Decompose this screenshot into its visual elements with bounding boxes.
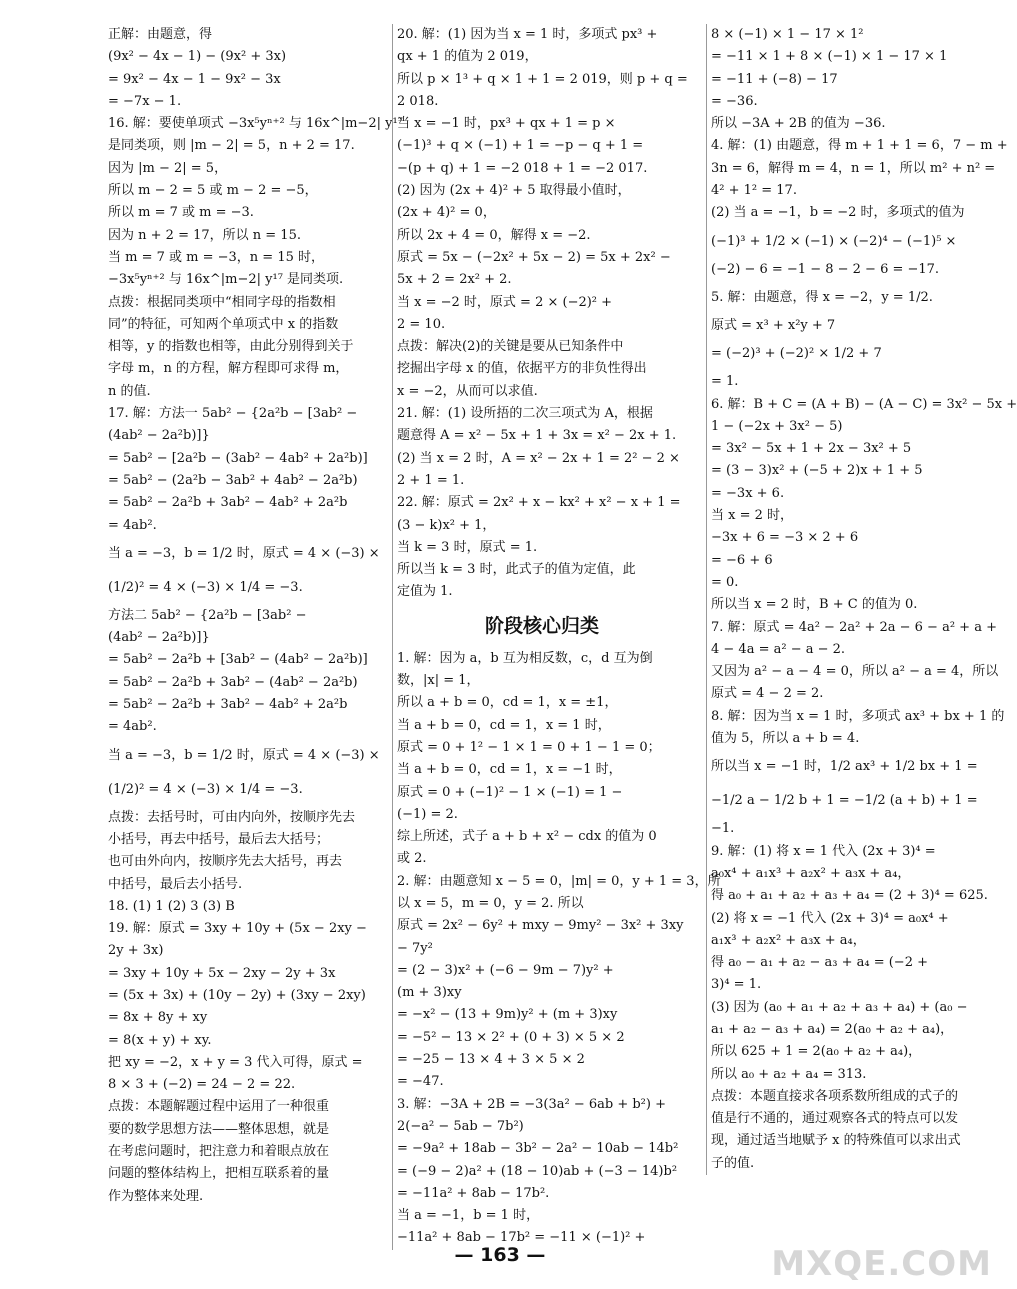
col3-line: 原式 = x³ + x²y + 7 xyxy=(711,317,836,333)
col3-line: 3)⁴ = 1. xyxy=(711,977,762,993)
col1-line: = −7x − 1. xyxy=(108,93,182,109)
col2-line: 原式 = 2x² − 6y² + mxy − 9my² − 3x² + 3xy xyxy=(397,918,684,934)
col1-line: 2y + 3x) xyxy=(108,943,164,959)
col3-line: 8. 解：因为当 x = 1 时，多项式 ax³ + bx + 1 的 xyxy=(711,708,1005,724)
col1-line: (9x² − 4x − 1) − (9x² + 3x) xyxy=(108,49,287,65)
col3-line: = (3 − 3)x² + (−5 + 2)x + 1 + 5 xyxy=(711,463,923,479)
col3-line: 6. 解：B + C = (A + B) − (A − C) = 3x² − 5x + xyxy=(711,396,1017,412)
col2-line: 2(−a² − 5ab − 7b²) xyxy=(397,1118,524,1134)
col1-line: (1/2)² = 4 × (−3) × 1/4 = −3. xyxy=(108,579,303,595)
col2-line: 所以当 k = 3 时，此式子的值为定值，此 xyxy=(397,562,636,578)
col1-line: 18. (1) 1 (2) 3 (3) B xyxy=(108,898,235,914)
col3-line: 9. 解：(1) 将 x = 1 代入 (2x + 3)⁴ = xyxy=(711,843,936,859)
col1-line: = 4ab². xyxy=(108,517,157,533)
col3-line: 又因为 a² − a − 4 = 0，所以 a² − a = 4，所以 xyxy=(711,664,999,680)
col3-line: 1 − (−2x + 3x² − 5) xyxy=(711,418,843,434)
col3-line: 所以 −3A + 2B 的值为 −36. xyxy=(711,116,886,132)
col2-line: 当 a + b = 0，cd = 1，x = 1 时， xyxy=(397,717,611,733)
col2-line: qx + 1 的值为 2 019， xyxy=(397,49,538,65)
col3-line: −3x + 6 = −3 × 2 + 6 xyxy=(711,530,859,546)
col1-line: 中括号，最后去小括号. xyxy=(108,876,243,892)
col1-line: 当 a = −3，b = 1/2 时，原式 = 4 × (−3) × xyxy=(108,545,380,561)
col1-line: (4ab² − 2a²b)]} xyxy=(108,428,210,444)
col1-line: = 4ab². xyxy=(108,719,157,735)
col1-line: 所以 m − 2 = 5 或 m − 2 = −5， xyxy=(108,183,318,199)
col1-line: 作为整体来处理. xyxy=(108,1188,204,1204)
col3-line: = 0. xyxy=(711,574,739,590)
col2-line: = −25 − 13 × 4 + 3 × 5 × 2 xyxy=(397,1052,585,1068)
col3-line: 点拨：本题直接求各项系数所组成的式子的 xyxy=(711,1088,959,1104)
col1-line: (4ab² − 2a²b)]} xyxy=(108,630,210,646)
col1-line: = 3xy + 10y + 5x − 2xy − 2y + 3x xyxy=(108,965,336,981)
col2-line: (2) 因为 (2x + 4)² + 5 取得最小值时， xyxy=(397,183,631,199)
col2-line: 21. 解：(1) 设所捂的二次三项式为 A，根据 xyxy=(397,406,653,422)
col2-line: 当 a = −1，b = 1 时， xyxy=(397,1208,540,1224)
col1-line: 也可由外向内，按顺序先去大括号，再去 xyxy=(108,854,343,870)
col2-line: 2 018. xyxy=(397,93,439,109)
col1-line: 19. 解：原式 = 3xy + 10y + (5x − 2xy − xyxy=(108,921,367,937)
col3-line: 4² + 1² = 17. xyxy=(711,183,797,199)
col2-line: 3. 解：−3A + 2B = −3(3a² − 6ab + b²) + xyxy=(397,1096,666,1112)
col1-line: 因为 n + 2 = 17，所以 n = 15. xyxy=(108,227,301,243)
col1-line: (1/2)² = 4 × (−3) × 1/4 = −3. xyxy=(108,781,303,797)
col2-line: 22. 解：原式 = 2x² + x − kx² + x² − x + 1 = xyxy=(397,495,681,511)
col1-line: 要的数学思想方法——整体思想，就是 xyxy=(108,1121,330,1137)
col2-line: 点拨：解决(2)的关键是要从已知条件中 xyxy=(397,339,624,355)
col2-line: 2 = 10. xyxy=(397,316,446,332)
col3-line: a₁x³ + a₂x² + a₃x + a₄， xyxy=(711,932,866,948)
col3-line: 得 a₀ + a₁ + a₂ + a₃ + a₄ = (2 + 3)⁴ = 625. xyxy=(711,888,988,904)
col2-line: = −47. xyxy=(397,1074,444,1090)
col2-line: 当 a + b = 0，cd = 1，x = −1 时， xyxy=(397,762,622,778)
col3-line: = −11 + (−8) − 17 xyxy=(711,71,838,87)
col2-line: = (−9 − 2)a² + (18 − 10)ab + (−3 − 14)b² xyxy=(397,1163,678,1179)
col2-line: 2. 解：由题意知 x − 5 = 0，|m| = 0，y + 1 = 3，所 xyxy=(397,873,721,889)
col2-line: 2 + 1 = 1. xyxy=(397,472,465,488)
column-left xyxy=(108,24,403,1208)
col3-line: = −11 × 1 + 8 × (−1) × 1 − 17 × 1 xyxy=(711,49,948,65)
col3-line: (2) 将 x = −1 代入 (2x + 3)⁴ = a₀x⁴ + xyxy=(711,910,949,926)
col2-line: 当 x = −2 时，原式 = 2 × (−2)² + xyxy=(397,294,613,310)
col1-line: 17. 解：方法一 5ab² − {2a²b − [3ab² − xyxy=(108,406,358,422)
col3-line: (−2) − 6 = −1 − 8 − 2 − 6 = −17. xyxy=(711,261,940,277)
col3-line: = 3x² − 5x + 1 + 2x − 3x² + 5 xyxy=(711,441,912,457)
col3-line: (−1)³ + 1/2 × (−1) × (−2)⁴ − (−1)⁵ × xyxy=(711,233,957,249)
col2-line: (2x + 4)² = 0， xyxy=(397,205,496,221)
col2-line: 原式 = 0 + 1² − 1 × 1 = 0 + 1 − 1 = 0； xyxy=(397,739,661,755)
col1-line: 把 xy = −2，x + y = 3 代入可得，原式 = xyxy=(108,1054,363,1070)
col3-line: 4 − 4a = a² − a − 2. xyxy=(711,641,846,657)
col1-line: 方法二 5ab² − {2a²b − [3ab² − xyxy=(108,607,307,623)
col1-line: 正解：由题意，得 xyxy=(108,27,213,42)
col3-line: 所以当 x = 2 时，B + C 的值为 0. xyxy=(711,597,918,613)
col3-line: 所以 625 + 1 = 2(a₀ + a₂ + a₄)， xyxy=(711,1044,922,1060)
col2-line: 1. 解：因为 a，b 互为相反数，c，d 互为倒 xyxy=(397,650,653,666)
col3-line: = −36. xyxy=(711,93,758,109)
col1-line: = 8(x + y) + xy. xyxy=(108,1032,212,1048)
col1-line: = (5x + 3x) + (10y − 2y) + (3xy − 2xy) xyxy=(108,987,366,1003)
col1-line: 16. 解：要使单项式 −3x⁵yⁿ⁺² 与 16x^|m−2| y¹⁷ xyxy=(108,116,403,132)
col3-line: = (−2)³ + (−2)² × 1/2 + 7 xyxy=(711,346,882,362)
col3-line: (3) 因为 (a₀ + a₁ + a₂ + a₃ + a₄) + (a₀ − xyxy=(711,999,968,1015)
col2-line: 阶段核心归类 xyxy=(484,614,599,637)
col2-line: −11a² + 8ab − 17b² = −11 × (−1)² + xyxy=(397,1230,646,1246)
col1-line: 因为 |m − 2| = 5， xyxy=(108,160,228,176)
column-middle xyxy=(392,24,721,1250)
watermark-site: MXQE.COM xyxy=(771,1244,992,1284)
col3-line: 得 a₀ − a₁ + a₂ − a₃ + a₄ = (−2 + xyxy=(711,955,928,971)
col3-line: 值是行不通的，通过观察各式的特点可以发 xyxy=(711,1111,959,1127)
col2-line: −(p + q) + 1 = −2 018 + 1 = −2 017. xyxy=(397,160,648,176)
col2-line: 当 k = 3 时，原式 = 1. xyxy=(397,539,538,555)
col1-line: = 5ab² − [2a²b − (3ab² − 4ab² + 2a²b)] xyxy=(108,450,368,466)
col2-line: 所以 p × 1³ + q × 1 + 1 = 2 019，则 p + q = xyxy=(397,71,688,87)
col1-line: 字母 m，n 的方程，解方程即可求得 m， xyxy=(108,361,349,377)
col1-line: 当 m = 7 或 m = −3，n = 15 时， xyxy=(108,249,325,265)
col2-line: (−1)³ + q × (−1) + 1 = −p − q + 1 = xyxy=(397,138,644,154)
col3-line: 5. 解：由题意，得 x = −2，y = 1/2. xyxy=(711,289,933,305)
col2-line: = −5² − 13 × 2² + (0 + 3) × 5 × 2 xyxy=(397,1029,625,1045)
col2-line: 原式 = 0 + (−1)² − 1 × (−1) = 1 − xyxy=(397,784,623,800)
col1-line: 相等，y 的指数也相等，由此分别得到关于 xyxy=(108,339,354,355)
col3-line: 所以 a₀ + a₂ + a₄ = 313. xyxy=(711,1066,867,1082)
col1-line: 同”的特征，可知两个单项式中 x 的指数 xyxy=(108,316,339,332)
col1-line: 在考虑问题时，把注意力和着眼点放在 xyxy=(108,1144,330,1160)
col2-line: (m + 3)xy xyxy=(397,985,462,1001)
col3-line: 现，通过适当地赋予 x 的特殊值可以求出式 xyxy=(711,1133,961,1149)
col3-line: = 1. xyxy=(711,374,739,390)
col3-line: −1. xyxy=(711,821,735,837)
col1-line: 是同类项，则 |m − 2| = 5，n + 2 = 17. xyxy=(108,138,355,154)
col1-line: n 的值. xyxy=(108,383,151,399)
col1-line: = 9x² − 4x − 1 − 9x² − 3x xyxy=(108,71,281,87)
col1-line: 点拨：本题解题过程中运用了一种很重 xyxy=(108,1099,330,1115)
col1-line: 小括号，再去中括号，最后去大括号； xyxy=(108,831,330,847)
col2-line: 定值为 1. xyxy=(397,584,453,600)
col3-line: 当 x = 2 时， xyxy=(711,508,794,524)
col3-line: = −3x + 6. xyxy=(711,485,785,501)
col1-line: 点拨：根据同类项中“相同字母的指数相 xyxy=(108,294,336,310)
col2-line: 5x + 2 = 2x² + 2. xyxy=(397,272,512,288)
col2-line: 综上所述，式子 a + b + x² − cdx 的值为 0 xyxy=(397,829,657,845)
column-right xyxy=(706,24,1017,1175)
col2-line: = −x² − (13 + 9m)y² + (m + 3)xy xyxy=(397,1007,618,1023)
col2-line: 挖掘出字母 x 的值，依据平方的非负性得出 xyxy=(397,361,647,377)
col1-line: = 5ab² − (2a²b − 3ab² + 4ab² − 2a²b) xyxy=(108,472,358,488)
col2-line: 原式 = 5x − (−2x² + 5x − 2) = 5x + 2x² − xyxy=(397,249,671,265)
col1-line: 点拨：去括号时，可由内向外，按顺序先去 xyxy=(108,809,356,825)
page-number: — 163 — xyxy=(454,1244,546,1266)
col2-line: 题意得 A = x² − 5x + 1 + 3x = x² − 2x + 1. xyxy=(397,428,677,444)
col2-line: 当 x = −1 时，px³ + qx + 1 = p × xyxy=(397,116,616,132)
col3-line: 原式 = 4 − 2 = 2. xyxy=(711,686,824,702)
col3-line: a₁ + a₂ − a₃ + a₄) = 2(a₀ + a₂ + a₄)， xyxy=(711,1021,954,1037)
col1-line: = 5ab² − 2a²b + 3ab² − (4ab² − 2a²b) xyxy=(108,674,358,690)
col2-line: 所以 a + b = 0，cd = 1，x = ±1， xyxy=(397,695,618,711)
col2-line: = −11a² + 8ab − 17b². xyxy=(397,1185,550,1201)
col1-line: = 5ab² − 2a²b + 3ab² − 4ab² + 2a²b xyxy=(108,495,348,511)
col1-line: 当 a = −3，b = 1/2 时，原式 = 4 × (−3) × xyxy=(108,747,380,763)
col1-line: = 8x + 8y + xy xyxy=(108,1010,208,1026)
col3-line: 7. 解：原式 = 4a² − 2a² + 2a − 6 − a² + a + xyxy=(711,619,997,635)
col3-line: 4. 解：(1) 由题意，得 m + 1 + 1 = 6，7 − m + xyxy=(711,138,1008,154)
col1-line: 问题的整体结构上，把相互联系着的量 xyxy=(108,1166,330,1182)
col2-line: − 7y² xyxy=(397,940,433,956)
col2-line: = −9a² + 18ab − 3b² − 2a² − 10ab − 14b² xyxy=(397,1141,679,1157)
col2-line: 数，|x| = 1， xyxy=(397,673,480,689)
col2-line: = (2 − 3)x² + (−6 − 9m − 7)y² + xyxy=(397,962,614,978)
col1-line: 8 × 3 + (−2) = 24 − 2 = 22. xyxy=(108,1077,296,1093)
col3-line: (2) 当 a = −1，b = −2 时，多项式的值为 xyxy=(711,205,965,221)
col3-line: 值为 5，所以 a + b = 4. xyxy=(711,731,860,747)
col1-line: 所以 m = 7 或 m = −3. xyxy=(108,205,254,221)
col2-line: x = −2，从而可以求值. xyxy=(397,383,538,399)
col3-line: 8 × (−1) × 1 − 17 × 1² xyxy=(711,27,864,42)
col3-line: 子的值. xyxy=(711,1155,755,1171)
col2-line: 20. 解：(1) 因为当 x = 1 时，多项式 px³ + xyxy=(397,27,658,42)
col3-line: 所以当 x = −1 时，1/2 ax³ + 1/2 bx + 1 = xyxy=(711,759,978,775)
col2-line: 以 x = 5，m = 0，y = 2. 所以 xyxy=(397,895,584,911)
col1-line: = 5ab² − 2a²b + 3ab² − 4ab² + 2a²b xyxy=(108,697,348,713)
col2-line: (3 − k)x² + 1， xyxy=(397,517,496,533)
col2-line: 所以 2x + 4 = 0，解得 x = −2. xyxy=(397,227,591,243)
col3-line: −1/2 a − 1/2 b + 1 = −1/2 (a + b) + 1 = xyxy=(711,793,978,809)
col1-line: = 5ab² − 2a²b + [3ab² − (4ab² − 2a²b)] xyxy=(108,652,368,668)
col2-line: (2) 当 x = 2 时，A = x² − 2x + 1 = 2² − 2 × xyxy=(397,450,680,466)
col1-line: −3x⁵yⁿ⁺² 与 16x^|m−2| y¹⁷ 是同类项. xyxy=(108,272,344,288)
col3-line: 3n = 6，解得 m = 4，n = 1，所以 m² + n² = xyxy=(711,160,996,176)
col3-line: a₀x⁴ + a₁x³ + a₂x² + a₃x + a₄， xyxy=(711,865,911,881)
col3-line: = −6 + 6 xyxy=(711,552,773,568)
col2-line: 或 2. xyxy=(397,851,427,867)
col2-line: (−1) = 2. xyxy=(397,806,458,822)
